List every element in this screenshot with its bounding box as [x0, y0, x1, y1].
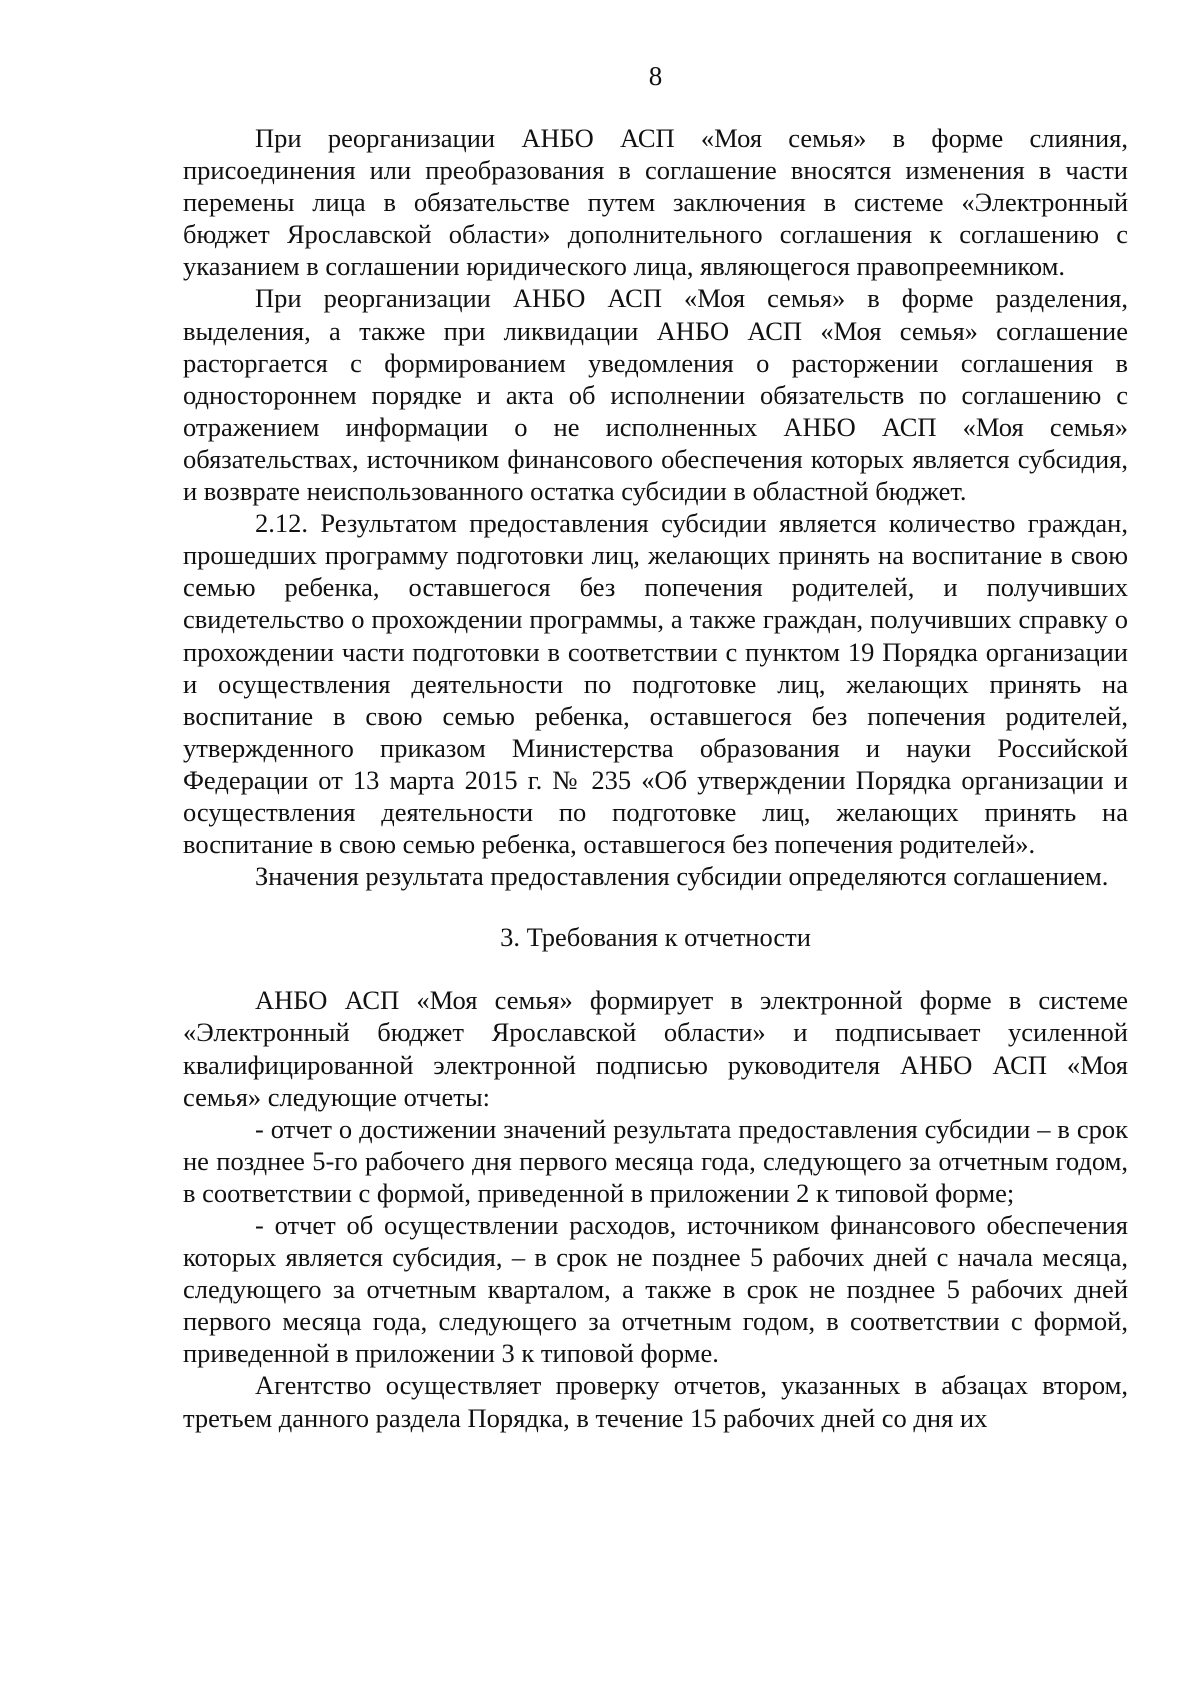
paragraph-reorganization-merger: При реорганизации АНБО АСП «Моя семья» в форме слияния, присоединения или преобразования в соглашение вносятся изменения в части перемены лица в обязательстве путем заключения в системе «Электронный бюджет Ярославской области» дополнительного соглашения к соглашению с указанием в соглашении юридического лица, являющегося правопреемником. [183, 123, 1128, 282]
document-page [183, 0, 1128, 1697]
document-body [183, 122, 1128, 1434]
paragraph-reorganization-division: При реорганизации АНБО АСП «Моя семья» в форме разделения, выделения, а также при ликвидации АНБО АСП «Моя семья» соглашение расторгается с формированием уведомления о расторжении соглашения в одностороннем порядке и акта об исполнении обязательств по соглашению с отражением информации о не исполненных АНБО АСП «Моя семья» обязательствах, источником финансового обеспечения которых является субсидия, и возврате неиспользованного остатка субсидии в областной бюджет. [183, 283, 1128, 507]
paragraph-report-results: - отчет о достижении значений результата предоставления субсидии – в срок не позднее 5-го рабочего дня первого месяца года, следующего за отчетным годом, в соответствии с формой, приведенной в приложении 2 к типовой форме; [183, 1113, 1128, 1208]
paragraph-agency-check: Агентство осуществляет проверку отчетов, указанных в абзацах втором, третьем данного раздела Порядка, в течение 15 рабочих дней со дня их [183, 1370, 1128, 1433]
page-number: 8 [648, 61, 663, 91]
paragraph-report-expenses: - отчет об осуществлении расходов, источником финансового обеспечения которых является субсидия, – в срок не позднее 5 рабочих дней с начала месяца, следующего за отчетным кварталом, а также в срок не позднее 5 рабочих дней первого месяца года, следующего за отчетным годом, в соответствии с формой, приведенной в приложении 3 к типовой форме. [183, 1210, 1128, 1369]
paragraph-clause-2-12: 2.12. Результатом предоставления субсидии является количество граждан, прошедших программу подготовки лиц, желающих принять на воспитание в свою семью ребенка, оставшегося без попечения родителей, и получивших свидетельство о прохождении программы, а также граждан, получивших справку о прохождении части подготовки в соответствии с пунктом 19 Порядка организации и осуществления деятельности по подготовке лиц, желающих принять на воспитание в свою семью ребенка, оставшегося без попечения родителей, утвержденного приказом Министерства образования и науки Российской Федерации от 13 марта 2015 г. № 235 «Об утверждении Порядка организации и осуществления деятельности по подготовке лиц, желающих принять на воспитание в свою семью ребенка, оставшегося без попечения родителей». [183, 508, 1128, 860]
paragraph-result-values: Значения результата предоставления субсидии определяются соглашением. [255, 861, 1109, 892]
section-heading: 3. Требования к отчетности [500, 922, 811, 953]
paragraph-reports-intro: АНБО АСП «Моя семья» формирует в электронной форме в системе «Электронный бюджет Ярославской области» и подписывает усиленной квалифицированной электронной подписью руководителя АНБО АСП «Моя семья» следующие отчеты: [183, 985, 1128, 1112]
